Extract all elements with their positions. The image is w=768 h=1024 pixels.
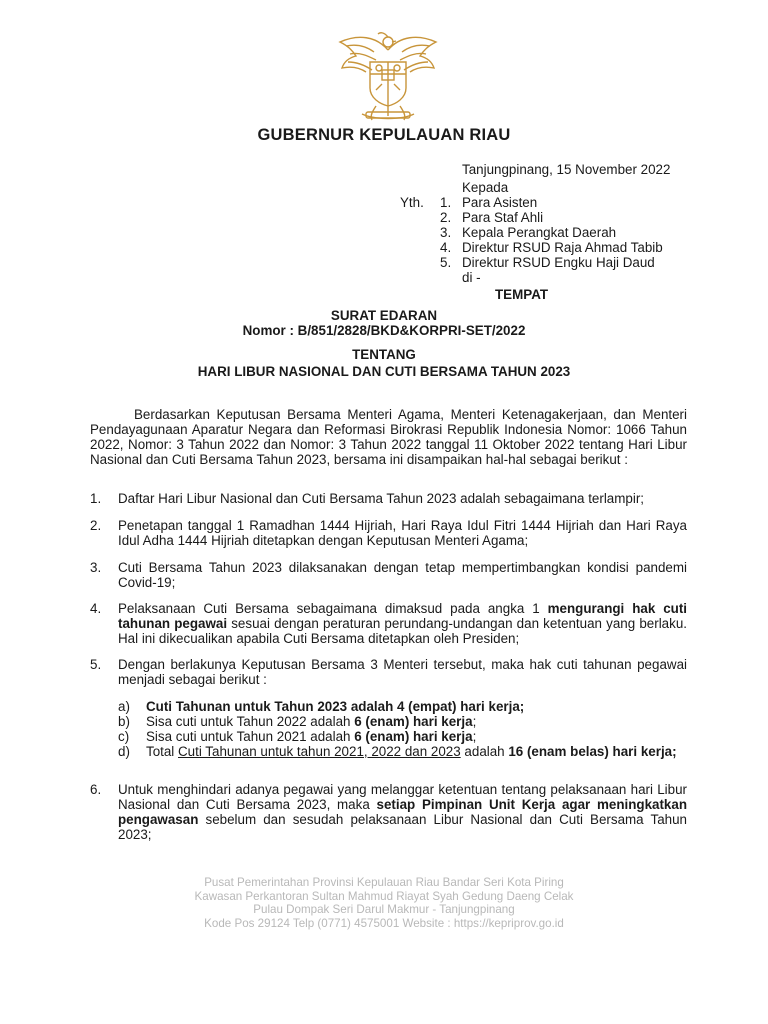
- recipient-number: 4.: [440, 240, 452, 255]
- footer-address: [0, 876, 768, 930]
- governor-title: GUBERNUR KEPULAUAN RIAU: [257, 126, 511, 144]
- place-date: Tanjungpinang, 15 November 2022: [462, 162, 671, 177]
- item-number: 3.: [90, 560, 102, 575]
- subject-heading: HARI LIBUR NASIONAL DAN CUTI BERSAMA TAHUN 2023: [197, 364, 571, 379]
- recipient-name: Direktur RSUD Raja Ahmad Tabib: [462, 240, 663, 255]
- circular-number: Nomor : B/851/2828/BKD&KORPRI-SET/2022: [242, 323, 526, 338]
- recipient-number: 2.: [440, 210, 452, 225]
- recipient-item: [400, 255, 700, 270]
- item-text: Untuk menghindari adanya pegawai yang melanggar ketentuan tentang pelaksanaan hari Libur Nasional dan Cuti Bersama 2023, maka setiap Pimpinan Unit Kerja agar meningkatkan pengawasan sebelum dan sesudah pelaksanaan Libur Nasional dan Cuti Bersama Tahun 2023;: [118, 782, 688, 842]
- list-item-5: [90, 657, 687, 759]
- yth-label: Yth.: [400, 195, 424, 210]
- item-number: 2.: [90, 518, 102, 533]
- di-label: di -: [462, 270, 481, 285]
- footer-line: Pulau Dompak Seri Darul Makmur - Tanjungpinang: [253, 903, 515, 916]
- item-bold-text: setiap Pimpinan Unit Kerja agar meningkatkan pengawasan: [118, 797, 688, 827]
- recipient-number: 5.: [440, 255, 452, 270]
- circular-title: SURAT EDARAN: [330, 308, 438, 323]
- sub-item-a: a) Cuti Tahunan untuk Tahun 2023 adalah 4 (empat) hari kerja;: [118, 699, 525, 714]
- footer-line: Kode Pos 29124 Telp (0771) 4575001 Website : https://kepriprov.go.id: [204, 916, 564, 930]
- recipient-number: 3.: [440, 225, 452, 240]
- recipient-number: 1.: [440, 195, 452, 210]
- recipient-item: [400, 240, 700, 255]
- recipient-name: Direktur RSUD Engku Haji Daud: [462, 255, 655, 270]
- sub-item-d: d) Total Cuti Tahunan untuk tahun 2021, 2022 dan 2023 adalah 16 (enam belas) hari kerja;: [118, 744, 677, 759]
- footer-line: Kawasan Perkantoran Sultan Mahmud Riayat Syah Gedung Daeng Celak: [194, 889, 574, 903]
- item-bold-text: mengurangi hak cuti tahunan pegawai: [118, 601, 687, 631]
- address-block: [400, 180, 700, 302]
- item-text: Pelaksanaan Cuti Bersama sebagaimana dimaksud pada angka 1 mengurangi hak cuti tahunan pegawai sesuai dengan peraturan perundang-undangan dan ketentuan yang berlaku. Hal ini dikecualikan apabila Cuti Bersama ditetapkan oleh Presiden;: [118, 601, 687, 646]
- sub-item-b: b) Sisa cuti untuk Tahun 2022 adalah 6 (enam) hari kerja;: [118, 714, 477, 729]
- intro-paragraph: [90, 407, 687, 467]
- tentang-heading: TENTANG: [352, 347, 416, 362]
- item-text: Penetapan tanggal 1 Ramadhan 1444 Hijriah, Hari Raya Idul Fitri 1444 Hijriah dan Hari Raya Idul Adha 1444 Hijriah ditetapkan dengan Keputusan Menteri Agama;: [118, 518, 687, 548]
- underlined-text: Cuti Tahunan untuk tahun 2021, 2022 dan 2023: [178, 744, 461, 759]
- list-item-2: [90, 518, 687, 548]
- kepada-label: Kepada: [462, 180, 509, 195]
- recipient-item: [400, 210, 700, 225]
- recipient-name: Kepala Perangkat Daerah: [462, 225, 617, 240]
- recipient-item: [400, 225, 700, 240]
- sub-item-c: c) Sisa cuti untuk Tahun 2021 adalah 6 (enam) hari kerja;: [118, 729, 477, 744]
- garuda-emblem-icon: [334, 28, 442, 124]
- item-text: Daftar Hari Libur Nasional dan Cuti Bersama Tahun 2023 adalah sebagaimana terlampir;: [118, 491, 645, 506]
- list-item-6: [90, 782, 687, 842]
- item-text: Dengan berlakunya Keputusan Bersama 3 Menteri tersebut, maka hak cuti tahunan pegawai menjadi sebagai berikut :: [118, 657, 687, 687]
- tempat-label: TEMPAT: [495, 287, 549, 302]
- intro-text: Berdasarkan Keputusan Bersama Menteri Agama, Menteri Ketenagakerjaan, dan Menteri Pendayagunaan Aparatur Negara dan Reformasi Birokrasi Republik Indonesia Nomor: 1066 Tahun 2022, Nomor: 3 Tahun 2022 dan Nomor: 3 Tahun 2022 tanggal 11 Oktober 2022 tentang Hari Libur Nasional dan Cuti Bersama Tahun 2023, bersama ini disampaikan hal-hal sebagai berikut :: [90, 407, 687, 467]
- footer-line: Pusat Pemerintahan Provinsi Kepulauan Riau Bandar Seri Kota Piring: [204, 876, 564, 889]
- item-number: 1.: [90, 491, 102, 506]
- list-item-4: [90, 601, 687, 646]
- item-number: 6.: [90, 782, 102, 797]
- recipient-name: Para Asisten: [462, 195, 538, 210]
- list-item-1: [90, 491, 687, 506]
- item-number: 4.: [90, 601, 102, 616]
- recipient-item: [400, 195, 700, 210]
- item-text: Cuti Bersama Tahun 2023 dilaksanakan dengan tetap mempertimbangkan kondisi pandemi Covid-19;: [118, 560, 687, 590]
- item-number: 5.: [90, 657, 102, 672]
- sub-item-bold: Cuti Tahunan untuk Tahun 2023 adalah 4 (empat) hari kerja;: [146, 699, 525, 714]
- list-item-3: [90, 560, 687, 590]
- recipient-name: Para Staf Ahli: [462, 210, 544, 225]
